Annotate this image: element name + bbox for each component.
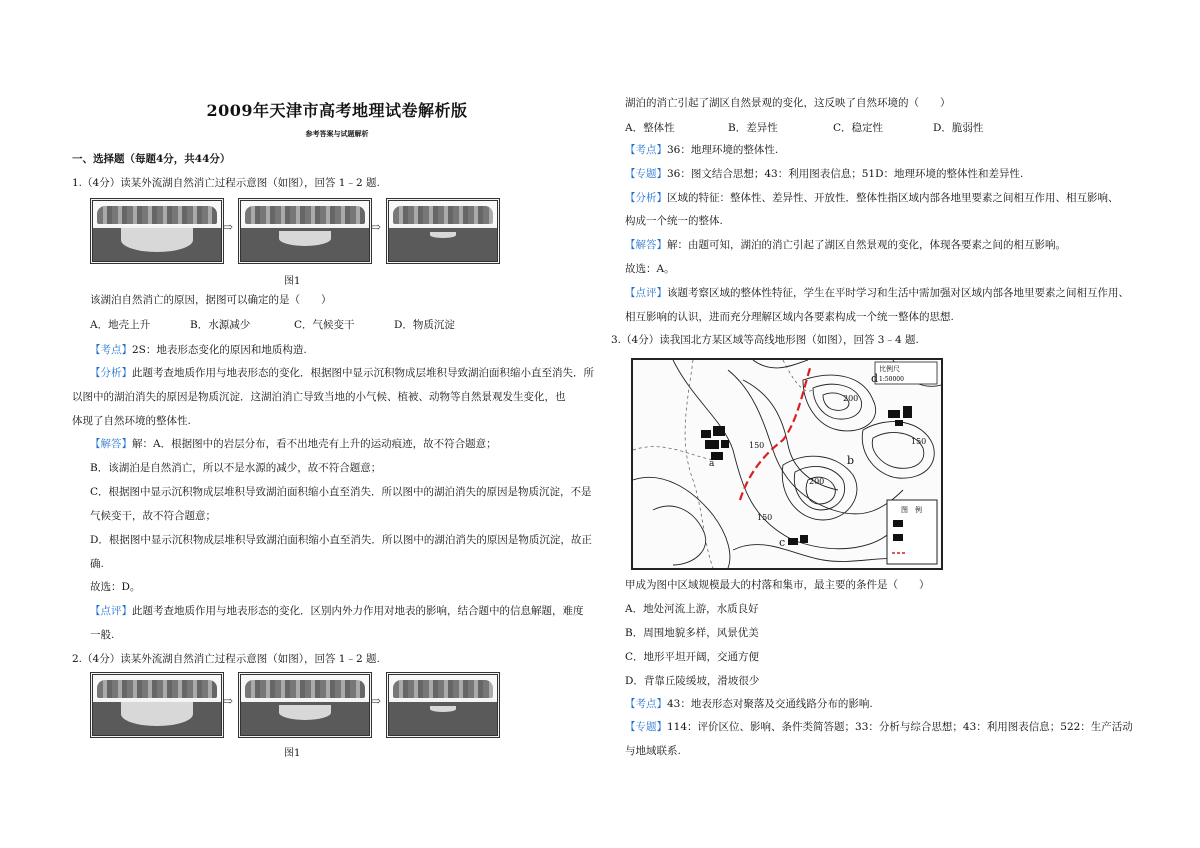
arrow-icon: ⇨ xyxy=(223,694,234,708)
point-label-b: b xyxy=(847,454,855,467)
lake-evolution-figure xyxy=(90,198,498,266)
arrow-icon: ⇨ xyxy=(371,220,382,234)
dianping-tag: 【点评】 xyxy=(90,605,132,617)
page-subtitle: 参考答案与试题解析 xyxy=(305,129,369,138)
q1-answer: 故选：D。 xyxy=(90,581,141,593)
q3-option-d: D．背靠丘陵缓坡，滑坡很少 xyxy=(625,675,760,687)
q3-zhuanti xyxy=(625,720,1133,734)
zhuanti-text: 36：图文结合思想；43：利用图表信息；51D：地理环境的整体性和差异性. xyxy=(667,168,1024,180)
q1-fenxi-line2: 以图中的湖泊消失的原因是物质沉淀．这湖泊消亡导致当地的小气候、植被、动物等自然景观发生变化，也 xyxy=(72,391,566,403)
q3-stem: 3.（4分）读我国北方某区域等高线地形图（如图），回答 3﹣4 题. xyxy=(611,334,919,346)
q1-jieda-line4: 气候变干，故不符合题意； xyxy=(90,510,216,522)
q2-dianping-line2: 相互影响的认识，进而充分理解区域内各要素构成一个统一整体的思想. xyxy=(625,311,954,323)
q2-fenxi-line2: 构成一个统一的整体. xyxy=(625,215,723,227)
q1-jieda xyxy=(90,437,497,451)
q3-zhuanti-line2: 与地域联系. xyxy=(625,745,681,757)
contour-map-svg xyxy=(633,360,941,568)
contour-label: 200 xyxy=(843,394,859,403)
q1-kaodian xyxy=(90,343,307,357)
figure-caption: 图1 xyxy=(284,276,301,287)
kaodian-text: 43：地表形态对聚落及交通线路分布的影响. xyxy=(667,698,873,710)
legend-village-icon xyxy=(893,520,903,527)
q1-dianping-line2: 一般. xyxy=(90,629,115,641)
fenxi-text: 区域的特征：整体性、差异性、开放性．整体性指区域内部各地里要素之间相互作用、相互影响、 xyxy=(667,192,1119,204)
q2-fenxi xyxy=(625,191,1119,205)
q1-jieda-line6: 确. xyxy=(90,558,104,570)
dianping-tag: 【点评】 xyxy=(625,287,667,299)
jieda-tag: 【解答】 xyxy=(625,239,667,251)
point-label-c: c xyxy=(779,536,786,549)
section-heading: 一、选择题（每题4分，共44分） xyxy=(72,153,231,165)
q2-jieda xyxy=(625,238,1066,252)
fenxi-text: 此题考查地质作用与地表形态的变化．根据图中显示沉积物成层堆积导致湖泊面积缩小直至消失．所 xyxy=(132,367,594,379)
kaodian-text: 36：地理环境的整体性. xyxy=(667,144,779,156)
q1-stem: 1.（4分）读某外流湖自然消亡过程示意图（如图），回答 1﹣2 题. xyxy=(72,177,380,189)
contour-label: 150 xyxy=(749,441,765,450)
fenxi-tag: 【分析】 xyxy=(90,367,132,379)
kaodian-tag: 【考点】 xyxy=(625,144,667,156)
dianping-text: 该题考察区域的整体性特征，学生在平时学习和生活中需加强对区域内部各地里要素之间相互作用、 xyxy=(667,287,1129,299)
legend-market-icon xyxy=(893,534,903,541)
q1-jieda-line3: C．根据图中显示沉积物成层堆积导致湖泊面积缩小直至消失．所以图中的湖泊消失的原因是物质沉淀，不是 xyxy=(90,486,592,498)
lake-stage-1 xyxy=(90,672,224,738)
page-title: 2009年天津市高考地理试卷解析版 xyxy=(206,101,468,120)
jieda-text: 解：A．根据图中的岩层分布，看不出地壳有上升的运动痕迹，故不符合题意； xyxy=(132,438,497,450)
contour-label: 150 xyxy=(757,513,773,522)
q3-question: 甲成为图中区域规模最大的村落和集市，最主要的条件是（ ） xyxy=(625,579,930,591)
q2-answer: 故选：A。 xyxy=(625,263,675,275)
q2-kaodian xyxy=(625,143,778,157)
point-label-d: d xyxy=(871,372,879,385)
q1-fenxi-line3: 体现了自然环境的整体性. xyxy=(72,415,191,427)
q3-option-b: B．周围地貌多样，风景优美 xyxy=(625,627,759,639)
lake-stage-2 xyxy=(238,198,372,264)
q1-option-c: C．气候变干 xyxy=(294,319,355,331)
kaodian-text: 2S：地表形态变化的原因和地质构造. xyxy=(132,344,307,356)
kaodian-tag: 【考点】 xyxy=(625,698,667,710)
q1-question: 该湖泊自然消亡的原因，据图可以确定的是（ ） xyxy=(90,294,332,306)
fenxi-tag: 【分析】 xyxy=(625,192,667,204)
lake-stage-3 xyxy=(386,198,500,264)
q1-fenxi xyxy=(90,366,594,380)
q2-question: 湖泊的消亡引起了湖区自然景观的变化，这反映了自然环境的（ ） xyxy=(625,97,951,109)
q2-option-b: B．差异性 xyxy=(728,122,778,134)
lake-evolution-figure-repeat xyxy=(90,672,498,740)
q1-dianping xyxy=(90,604,584,618)
arrow-icon: ⇨ xyxy=(223,220,234,234)
q2-option-a: A．整体性 xyxy=(625,122,675,134)
q1-option-a: A．地壳上升 xyxy=(90,319,151,331)
zhuanti-text: 114：评价区位、影响、条件类简答题；33：分析与综合思想；43：利用图表信息；522：生产活动 xyxy=(667,721,1133,733)
q2-option-c: C．稳定性 xyxy=(833,122,884,134)
q2-stem: 2.（4分）读某外流湖自然消亡过程示意图（如图），回答 1﹣2 题. xyxy=(72,653,380,665)
scale-label: 比例尺 xyxy=(879,365,900,373)
jieda-text: 解：由题可知，湖泊的消亡引起了湖区自然景观的变化，体现各要素之间的相互影响。 xyxy=(667,239,1066,251)
q1-option-b: B．水源减少 xyxy=(190,319,251,331)
scale-value: 1:50000 xyxy=(879,376,904,383)
contour-label: 200 xyxy=(809,477,825,486)
zhuanti-tag: 【专题】 xyxy=(625,721,667,733)
dianping-text: 此题考查地质作用与地表形态的变化．区别内外力作用对地表的影响，结合题中的信息解题，难度 xyxy=(132,605,584,617)
q1-option-d: D．物质沉淀 xyxy=(394,319,455,331)
jieda-tag: 【解答】 xyxy=(90,438,132,450)
contour-map xyxy=(631,358,943,570)
point-label-a: a xyxy=(709,459,715,469)
lake-stage-2 xyxy=(238,672,372,738)
lake-stage-3 xyxy=(386,672,500,738)
arrow-icon: ⇨ xyxy=(371,694,382,708)
q2-zhuanti xyxy=(625,167,1023,181)
figure-caption: 图1 xyxy=(284,748,301,759)
legend-title: 图 例 xyxy=(901,506,922,514)
lake-stage-1 xyxy=(90,198,224,264)
q1-jieda-line2: B．该湖泊是自然消亡，所以不是水源的减少，故不符合题意； xyxy=(90,462,382,474)
q2-option-d: D．脆弱性 xyxy=(933,122,984,134)
contour-label: 150 xyxy=(911,437,927,446)
q1-jieda-line5: D．根据图中显示沉积物成层堆积导致湖泊面积缩小直至消失．所以图中的湖泊消失的原因是物质沉淀，故正 xyxy=(90,534,592,546)
q3-kaodian xyxy=(625,697,873,711)
q2-dianping xyxy=(625,286,1129,300)
q3-option-a: A．地处河流上游，水质良好 xyxy=(625,603,759,615)
kaodian-tag: 【考点】 xyxy=(90,344,132,356)
q3-option-c: C．地形平坦开阔，交通方便 xyxy=(625,651,760,663)
zhuanti-tag: 【专题】 xyxy=(625,168,667,180)
